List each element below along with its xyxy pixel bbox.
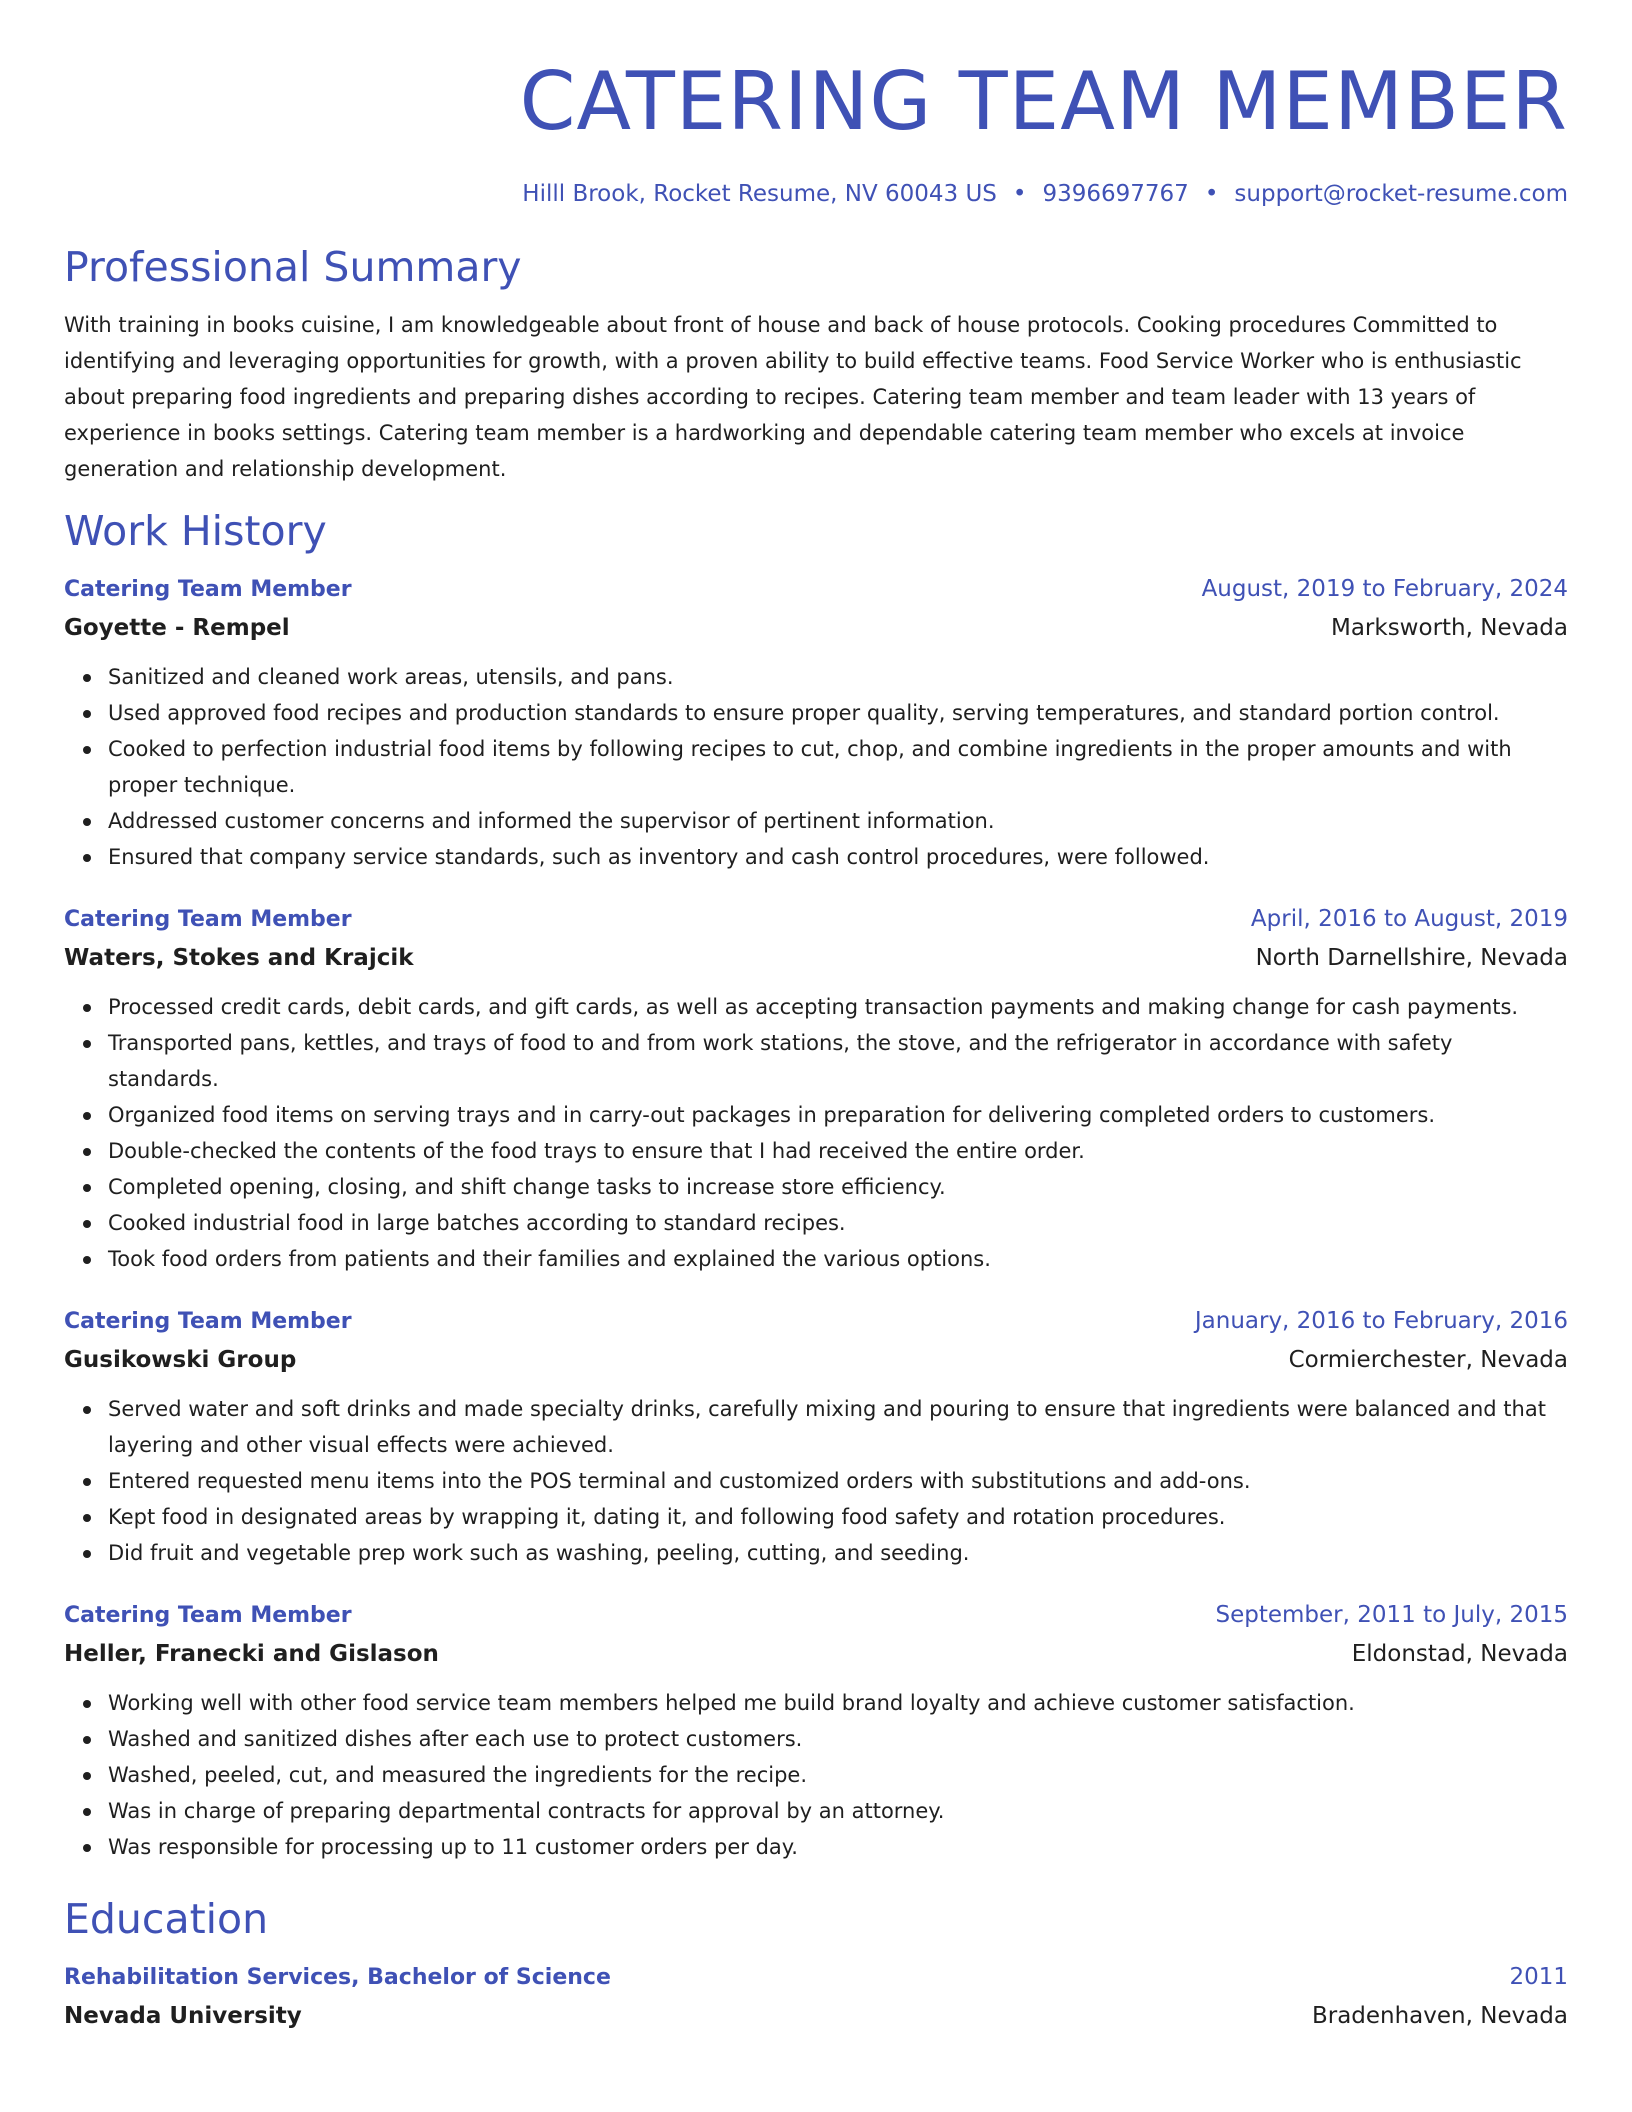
duty-item: Served water and soft drinks and made specialty drinks, carefully mixing and pouring to ensure that ingredients were balanced and that layering and other visual effects were achieved. [108,1391,1568,1463]
job-location: North Darnellshire, Nevada [1255,945,1568,971]
job-company: Heller, Franecki and Gislason [64,1641,439,1667]
education-location: Bradenhaven, Nevada [1311,2003,1568,2029]
duty-item: Processed credit cards, debit cards, and gift cards, as well as accepting transaction payments and making change for cash payments. [108,989,1568,1025]
duty-item: Sanitized and cleaned work areas, utensils, and pans. [108,659,1568,695]
work-history-heading: Work History [64,507,327,555]
candidate-title: CATERING TEAM MEMBER [519,55,1568,148]
job-dates: April, 2016 to August, 2019 [1250,906,1568,932]
job-company: Waters, Stokes and Krajcik [64,945,414,971]
contact-address: Hilll Brook, Rocket Resume, NV 60043 US [522,181,997,207]
job-location: Marksworth, Nevada [1330,615,1568,641]
education-school: Nevada University [64,2003,302,2029]
duty-item: Cooked industrial food in large batches according to standard recipes. [108,1205,1568,1241]
job-dates: January, 2016 to February, 2016 [1194,1308,1568,1334]
duty-item: Was in charge of preparing departmental contracts for approval by an attorney. [108,1793,1568,1829]
duty-item: Working well with other food service team members helped me build brand loyalty and achieve customer satisfaction. [108,1685,1568,1721]
duty-item: Double-checked the contents of the food trays to ensure that I had received the entire order. [108,1133,1568,1169]
contact-email: support@rocket-resume.com [1234,181,1568,207]
duty-item: Washed and sanitized dishes after each use to protect customers. [108,1721,1568,1757]
job-dates: August, 2019 to February, 2024 [1201,576,1568,602]
duty-item: Took food orders from patients and their families and explained the various options. [108,1241,1568,1277]
duty-item: Used approved food recipes and production standards to ensure proper quality, serving temperatures, and standard portion control. [108,695,1568,731]
duty-item: Transported pans, kettles, and trays of food to and from work stations, the stove, and the refrigerator in accordance with safety standards. [108,1025,1568,1097]
contact-line [64,179,1568,209]
job-entry [64,901,1568,1277]
job-company: Gusikowski Group [64,1347,297,1373]
education-heading: Education [64,1895,269,1943]
resume-header [64,52,1568,209]
education-year: 2011 [1509,1964,1568,1990]
duty-item: Washed, peeled, cut, and measured the ingredients for the recipe. [108,1757,1568,1793]
summary-heading: Professional Summary [64,243,522,291]
job-title: Catering Team Member [64,1603,352,1628]
contact-separator: • [1012,181,1027,207]
education-section [64,1893,1568,2036]
education-degree: Rehabilitation Services, Bachelor of Science [64,1965,611,1990]
job-duties [64,1685,1568,1865]
education-entry [64,1959,1568,2036]
duty-item: Ensured that company service standards, such as inventory and cash control procedures, were followed. [108,839,1568,875]
summary-text: With training in books cuisine, I am knowledgeable about front of house and back of house protocols. Cooking procedures Committed to identifying and leveraging opportunities for growth, with a proven ability to build effective teams. Food Service Worker who is enthusiastic about preparing food ingredients and preparing dishes according to recipes. Catering team member and team leader with 13 years of experience in books settings. Catering team member is a hardworking and dependable catering team member who excels at invoice generation and relationship development. [64,313,1522,481]
duty-item: Organized food items on serving trays and in carry-out packages in preparation for delivering completed orders to customers. [108,1097,1568,1133]
contact-separator: • [1204,181,1219,207]
job-duties [64,659,1568,875]
duty-item: Did fruit and vegetable prep work such as washing, peeling, cutting, and seeding. [108,1535,1568,1571]
contact-phone: 9396697767 [1042,181,1189,207]
duty-item: Completed opening, closing, and shift change tasks to increase store efficiency. [108,1169,1568,1205]
summary-section [64,241,1568,487]
job-duties [64,1391,1568,1571]
job-dates: September, 2011 to July, 2015 [1215,1602,1568,1628]
duty-item: Entered requested menu items into the POS terminal and customized orders with substitutions and add-ons. [108,1463,1568,1499]
duty-item: Cooked to perfection industrial food items by following recipes to cut, chop, and combine ingredients in the proper amounts and with proper technique. [108,731,1568,803]
job-company: Goyette - Rempel [64,615,290,641]
job-entry [64,571,1568,875]
duty-item: Addressed customer concerns and informed the supervisor of pertinent information. [108,803,1568,839]
job-location: Cormierchester, Nevada [1288,1347,1568,1373]
job-title: Catering Team Member [64,1309,352,1334]
job-title: Catering Team Member [64,577,352,602]
work-history-section [64,505,1568,1865]
job-entry [64,1303,1568,1571]
job-title: Catering Team Member [64,907,352,932]
job-entry [64,1597,1568,1865]
duty-item: Kept food in designated areas by wrapping it, dating it, and following food safety and rotation procedures. [108,1499,1568,1535]
duty-item: Was responsible for processing up to 11 customer orders per day. [108,1829,1568,1865]
job-location: Eldonstad, Nevada [1351,1641,1568,1667]
job-duties [64,989,1568,1277]
